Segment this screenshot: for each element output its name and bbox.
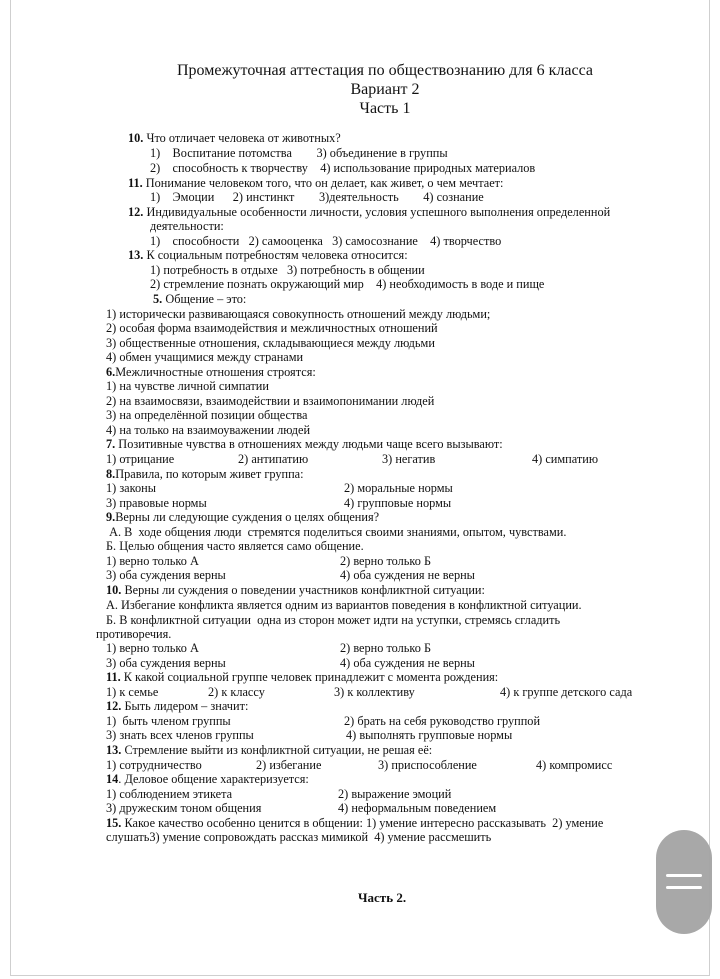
question-15-text-cont: слушать3) умение сопровождать рассказ мимикой 4) умение рассмешить	[106, 830, 492, 844]
question-10a-options-2: 2) способность к творчеству 4) использование природных материалов	[150, 161, 536, 175]
question-9-statement-a: А. В ходе общения люди стремятся поделиться своими знаниями, опытом, чувствами.	[106, 525, 567, 539]
question-10b-option-4: 4) оба суждения не верны	[340, 656, 475, 670]
question-12b: 12. Быть лидером – значит:	[106, 699, 249, 713]
question-9-option-3: 3) оба суждения верны	[106, 568, 226, 582]
question-13b-option-3: 3) приспособление	[378, 758, 477, 772]
question-10b-option-1: 1) верно только А	[106, 641, 199, 655]
question-10b-option-3: 3) оба суждения верны	[106, 656, 226, 670]
question-12a: 12. Индивидуальные особенности личности, условия успешного выполнения определенной	[128, 205, 611, 219]
question-11b: 11. К какой социальной группе человек принадлежит с момента рождения:	[106, 670, 499, 684]
question-10b-option-2: 2) верно только Б	[340, 641, 432, 655]
question-9-option-1: 1) верно только А	[106, 554, 199, 568]
question-11a: 11. Понимание человеком того, что он делает, как живет, о чем мечтает:	[128, 176, 504, 190]
question-10a: 10. Что отличает человека от животных?	[128, 131, 341, 145]
question-12a-options: 1) способности 2) самооценка 3) самосознание 4) творчество	[150, 234, 502, 248]
question-10b-statement-b: Б. В конфликтной ситуации одна из сторон может идти на уступки, стремясь сгладить	[106, 613, 561, 627]
question-14-option-2: 2) выражение эмоций	[338, 787, 452, 801]
question-13b: 13. Стремление выйти из конфликтной ситуации, не решая её:	[106, 743, 433, 757]
part-label: Часть 1	[359, 100, 411, 117]
question-8-option-4: 4) групповые нормы	[344, 496, 452, 510]
question-12b-option-4: 4) выполнять групповые нормы	[346, 728, 513, 742]
question-7-option-2: 2) антипатию	[238, 452, 309, 466]
question-15: 15. Какое качество особенно ценится в общении: 1) умение интересно рассказывать 2) умение	[106, 816, 604, 830]
floating-scroll-button[interactable]	[656, 830, 712, 934]
question-8-option-3: 3) правовые нормы	[106, 496, 207, 510]
question-6-option-3: 3) на определённой позиции общества	[106, 408, 308, 422]
question-5-option-3: 3) общественные отношения, складывающиеся между людьми	[106, 336, 435, 350]
part-2-heading: Часть 2.	[358, 890, 407, 905]
question-13a-options-2: 2) стремление познать окружающий мир 4) необходимость в воде и пище	[150, 277, 545, 291]
question-5-option-4: 4) обмен учащимися между странами	[106, 350, 304, 364]
question-8: 8.Правила, по которым живет группа:	[106, 467, 304, 481]
question-9-statement-b: Б. Целью общения часто является само общение.	[106, 539, 364, 553]
question-13b-option-4: 4) компромисс	[536, 758, 613, 772]
question-6-option-2: 2) на взаимосвязи, взаимодействии и взаимопонимании людей	[106, 394, 435, 408]
question-5-option-2: 2) особая форма взаимодействия и межличностных отношений	[106, 321, 438, 335]
question-6-option-1: 1) на чувстве личной симпатии	[106, 379, 269, 393]
question-8-option-1: 1) законы	[106, 481, 156, 495]
document-title: Промежуточная аттестация по обществознанию для 6 класса	[177, 62, 593, 79]
question-14-option-1: 1) соблюдением этикета	[106, 787, 233, 801]
question-5-option-1: 1) исторически развивающаяся совокупность отношений между людьми;	[106, 307, 491, 321]
question-12b-option-1: 1) быть членом группы	[106, 714, 231, 728]
question-7-option-1: 1) отрицание	[106, 452, 175, 466]
question-12b-option-3: 3) знать всех членов группы	[106, 728, 254, 742]
question-10a-options-1: 1) Воспитание потомства 3) объединение в группы	[150, 146, 448, 160]
question-8-option-2: 2) моральные нормы	[344, 481, 453, 495]
question-12a-text-cont: деятельности:	[150, 219, 224, 233]
question-10b-statement-a: А. Избегание конфликта является одним из вариантов поведения в конфликтной ситуации.	[106, 598, 582, 612]
menu-icon	[666, 874, 702, 877]
question-13a-options-1: 1) потребность в отдыхе 3) потребность в общении	[150, 263, 425, 277]
question-12b-option-2: 2) брать на себя руководство группой	[344, 714, 541, 728]
question-14: 14. Деловое общение характеризуется:	[106, 772, 309, 786]
question-11b-option-4: 4) к группе детского сада	[500, 685, 633, 699]
question-11b-option-2: 2) к классу	[208, 685, 265, 699]
question-6: 6.Межличностные отношения строятся:	[106, 365, 316, 379]
question-7: 7. Позитивные чувства в отношениях между людьми чаще всего вызывают:	[106, 437, 503, 451]
question-7-option-4: 4) симпатию	[532, 452, 598, 466]
question-11a-options: 1) Эмоции 2) инстинкт 3)деятельность 4) сознание	[150, 190, 484, 204]
question-9: 9.Верны ли следующие суждения о целях общения?	[106, 510, 380, 524]
question-10b: 10. Верны ли суждения о поведении участников конфликтной ситуации:	[106, 583, 485, 597]
question-7-option-3: 3) негатив	[382, 452, 436, 466]
question-14-option-4: 4) неформальным поведением	[338, 801, 497, 815]
question-13b-option-2: 2) избегание	[256, 758, 322, 772]
question-13a: 13. К социальным потребностям человека относится:	[128, 248, 408, 262]
question-9-option-2: 2) верно только Б	[340, 554, 432, 568]
menu-icon-bar-2	[666, 886, 702, 889]
question-9-option-4: 4) оба суждения не верны	[340, 568, 475, 582]
question-11b-option-1: 1) к семье	[106, 685, 159, 699]
question-11b-option-3: 3) к коллективу	[334, 685, 415, 699]
variant-label: Вариант 2	[350, 81, 420, 98]
question-14-option-3: 3) дружеским тоном общения	[106, 801, 262, 815]
question-6-option-4: 4) на только на взаимоуважении людей	[106, 423, 311, 437]
question-5: 5. Общение – это:	[153, 292, 247, 306]
question-10b-statement-b-cont: противоречия.	[96, 627, 172, 641]
question-13b-option-1: 1) сотрудничество	[106, 758, 202, 772]
